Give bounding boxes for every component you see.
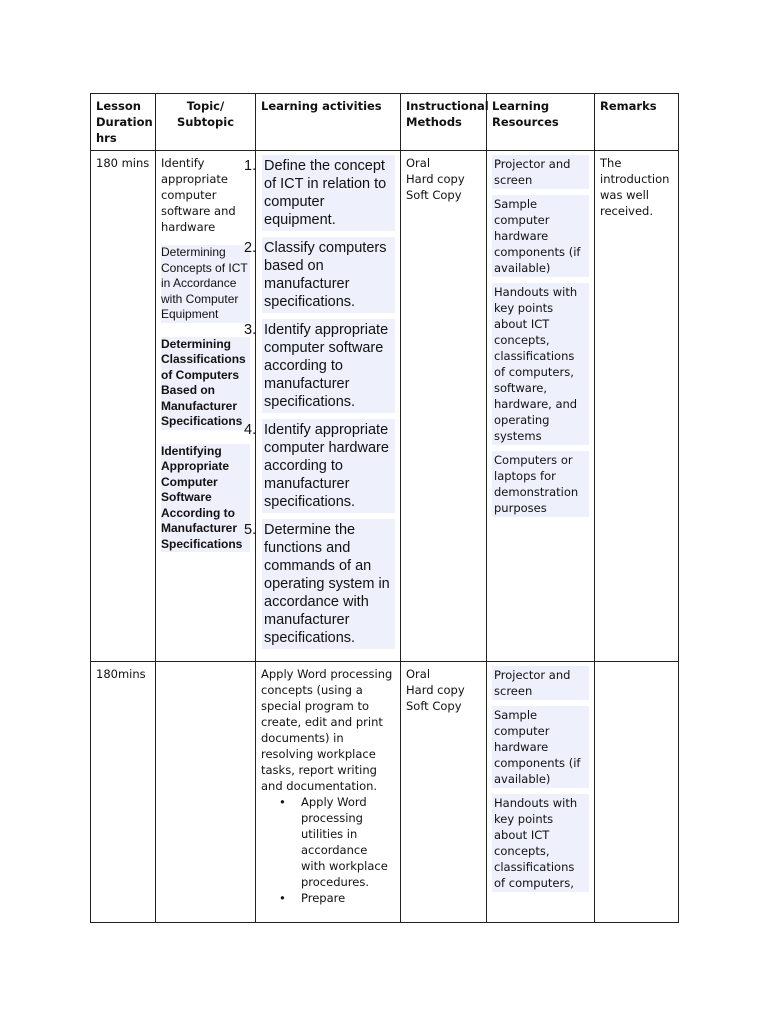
header-remarks: Remarks — [595, 94, 679, 151]
list-number: 2. — [244, 240, 257, 256]
bullet-text: Apply Word processing utilities in accordance with workplace procedures. — [301, 795, 388, 889]
resource-item: Sample computer hardware components (if available) — [492, 706, 589, 788]
table-row — [91, 151, 679, 662]
header-resources: Learning Resources — [487, 94, 595, 151]
header-topic: Topic/ Subtopic — [156, 94, 256, 151]
lesson-plan-table — [90, 93, 679, 923]
activity-text: Define the concept of ICT in relation to computer equipment. — [264, 158, 387, 228]
topic-main: Identify appropriate computer software and hardware — [161, 156, 236, 234]
list-item — [244, 155, 395, 231]
remarks-cell: The introduction was well received. — [595, 151, 679, 662]
method-item: Soft Copy — [406, 188, 462, 202]
activity-text: Identify appropriate computer hardware according to manufacturer specifications. — [264, 422, 389, 510]
remarks-cell — [595, 662, 679, 923]
list-item — [244, 519, 395, 649]
bullet-icon: • — [279, 795, 286, 809]
list-number: 1. — [244, 158, 257, 174]
header-activities: Learning activities — [256, 94, 401, 151]
header-duration: Lesson Duration hrs — [91, 94, 156, 151]
method-item: Soft Copy — [406, 699, 462, 713]
list-number: 3. — [244, 322, 257, 338]
activity-text: Classify computers based on manufacturer specifications. — [264, 240, 387, 310]
duration-cell: 180mins — [91, 662, 156, 923]
topic-sub-software: Identifying Appropriate Computer Software According to Manufacturer Specifications — [161, 444, 250, 553]
topic-cell — [156, 662, 256, 923]
topic-sub-concepts: Determining Concepts of ICT in Accordance with Computer Equipment — [161, 245, 250, 323]
list-item — [244, 237, 395, 313]
list-number: 5. — [244, 522, 257, 538]
header-methods: Instructional Methods — [401, 94, 487, 151]
activity-text: Identify appropriate computer software according to manufacturer specifications. — [264, 322, 389, 410]
activities-cell — [256, 662, 401, 923]
list-item — [279, 794, 395, 890]
list-item — [244, 419, 395, 513]
table-row — [91, 662, 679, 923]
activity-text: Determine the functions and commands of an operating system in accordance with manufacturer specifications. — [264, 522, 390, 646]
method-item: Hard copy — [406, 172, 465, 186]
methods-cell — [401, 151, 487, 662]
resource-item: Handouts with key points about ICT concepts, classifications of computers, software, hardware, and operating systems — [492, 283, 589, 445]
resource-item: Computers or laptops for demonstration purposes — [492, 451, 589, 517]
resources-cell — [487, 662, 595, 923]
resources-cell — [487, 151, 595, 662]
method-item: Hard copy — [406, 683, 465, 697]
resource-item: Projector and screen — [492, 666, 589, 700]
activities-cell — [244, 151, 401, 662]
activities-list — [244, 155, 395, 649]
methods-cell — [401, 662, 487, 923]
activity-intro: Apply Word processing concepts (using a special program to create, edit and print documents) in resolving workplace tasks, report writing and documentation. — [261, 667, 393, 793]
method-item: Oral — [406, 667, 431, 681]
header-row — [91, 94, 679, 151]
topic-cell — [156, 151, 256, 662]
topic-sub-classification: Determining Classifications of Computers Based on Manufacturer Specifications — [161, 337, 250, 430]
resource-item: Handouts with key points about ICT concepts, classifications of computers, — [492, 794, 589, 892]
bullet-list — [261, 794, 395, 906]
resource-item: Sample computer hardware components (if available) — [492, 195, 589, 277]
bullet-icon: • — [279, 891, 286, 905]
resource-item: Projector and screen — [492, 155, 589, 189]
list-item — [244, 319, 395, 413]
list-number: 4. — [244, 422, 257, 438]
list-item — [279, 890, 395, 906]
method-item: Oral — [406, 156, 431, 170]
bullet-text: Prepare — [301, 891, 346, 905]
duration-cell: 180 mins — [91, 151, 156, 662]
